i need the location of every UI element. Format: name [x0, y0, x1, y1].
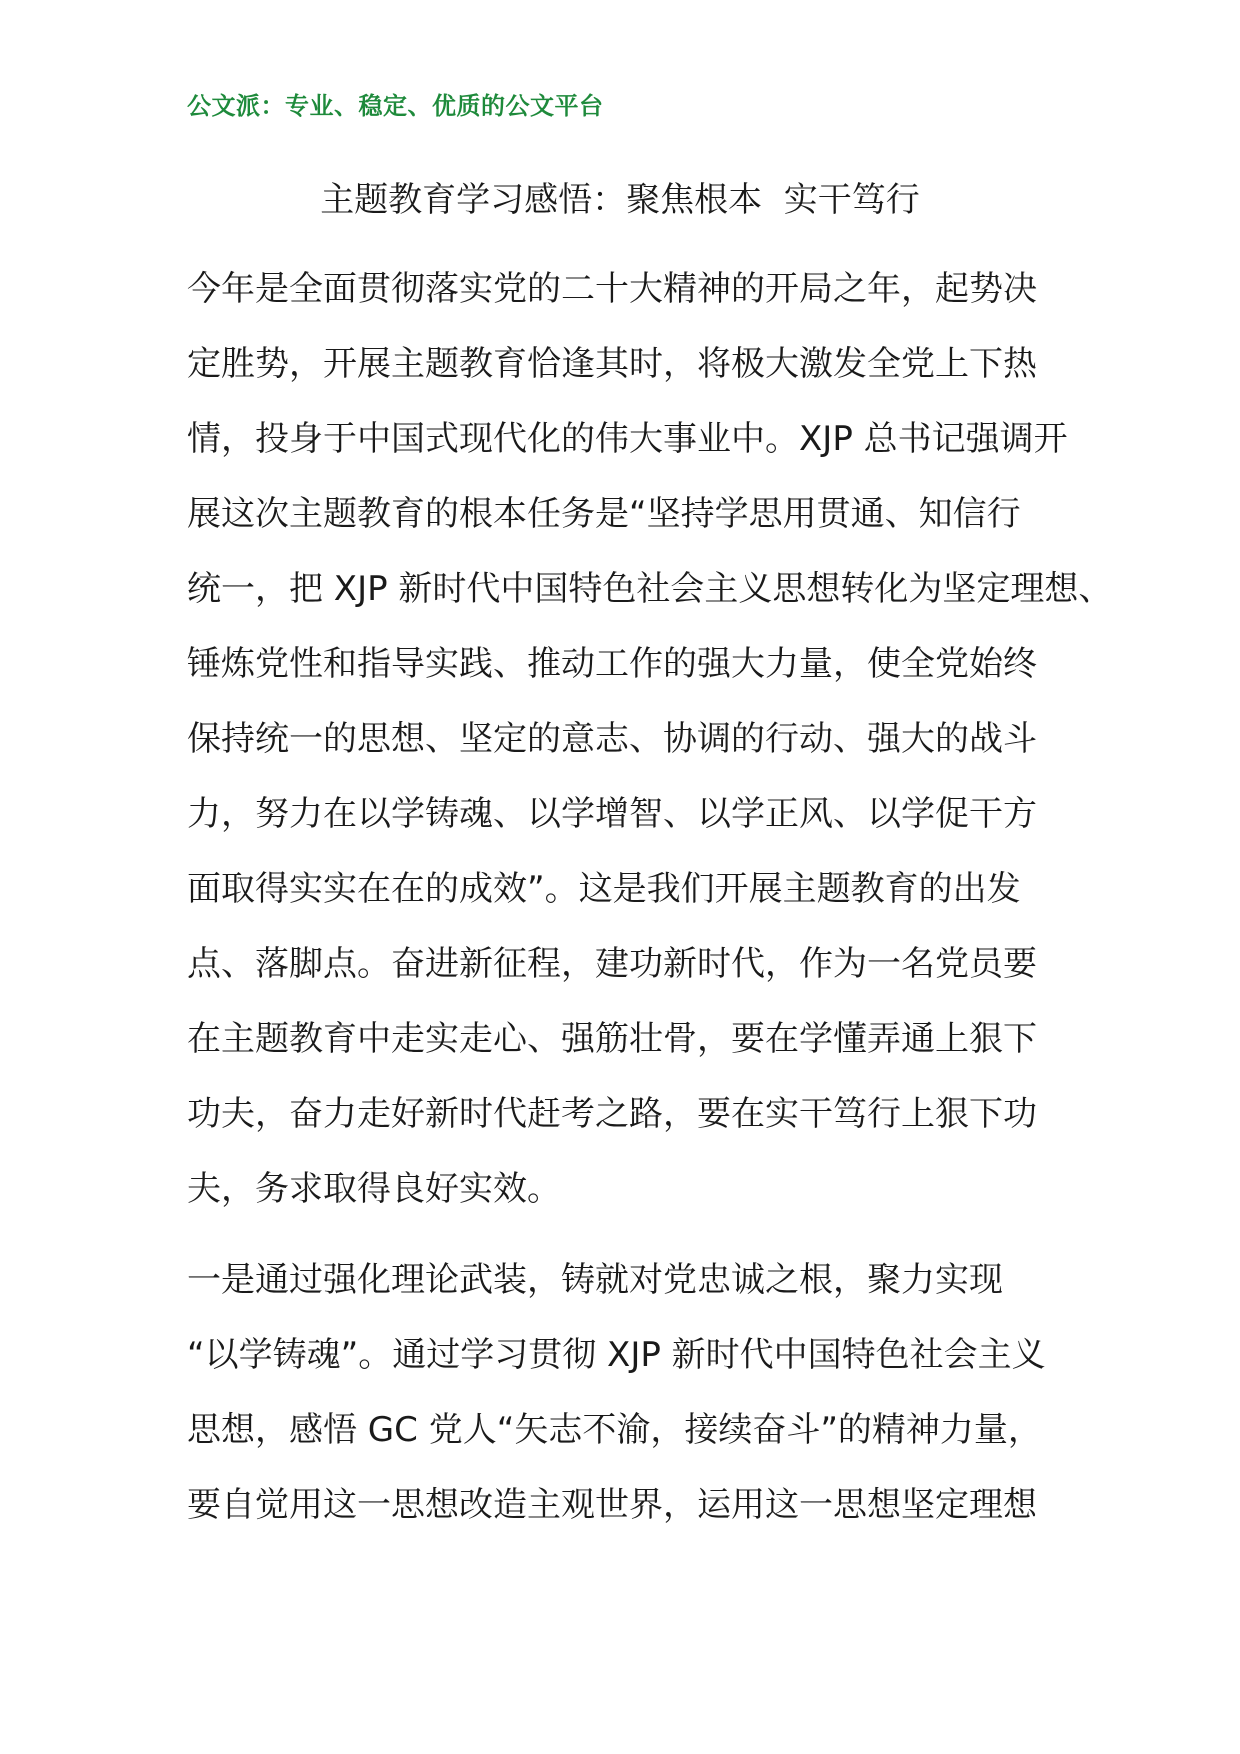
- paragraph-line: 力，努力在以学铸魂、以学增智、以学正风、以学促干方: [187, 794, 1037, 834]
- document-title: 主题教育学习感悟：聚焦根本 实干笃行: [320, 180, 920, 220]
- paragraph-1: [187, 252, 1113, 1227]
- paragraph-line: 面取得实实在在的成效”。这是我们开展主题教育的出发: [187, 869, 1021, 909]
- paragraph-line: 思想，感悟 GC 党人“矢志不渝，接续奋斗”的精神力量，: [187, 1410, 1042, 1450]
- paragraph-line: 今年是全面贯彻落实党的二十大精神的开局之年，起势决: [187, 269, 1037, 309]
- paragraph-line: “以学铸魂”。通过学习贯彻 XJP 新时代中国特色社会主义: [187, 1335, 1046, 1375]
- paragraph-line: 展这次主题教育的根本任务是“坚持学思用贯通、知信行: [187, 494, 1021, 534]
- paragraph-line: 夫，务求取得良好实效。: [187, 1169, 561, 1209]
- paragraph-line: 情，投身于中国式现代化的伟大事业中。XJP 总书记强调开: [187, 419, 1068, 459]
- paragraph-line: 统一，把 XJP 新时代中国特色社会主义思想转化为坚定理想、: [187, 569, 1113, 609]
- paragraph-line: 保持统一的思想、坚定的意志、协调的行动、强大的战斗: [187, 719, 1037, 759]
- paragraph-line: 一是通过强化理论武装，铸就对党忠诚之根，聚力实现: [187, 1260, 1003, 1300]
- paragraph-line: 在主题教育中走实走心、强筋壮骨，要在学懂弄通上狠下: [187, 1019, 1037, 1059]
- paragraph-2: [187, 1243, 1072, 1543]
- paragraph-line: 功夫，奋力走好新时代赶考之路，要在实干笃行上狠下功: [187, 1094, 1037, 1134]
- paragraph-line: 锤炼党性和指导实践、推动工作的强大力量，使全党始终: [187, 644, 1037, 684]
- paragraph-line: 定胜势，开展主题教育恰逢其时，将极大激发全党上下热: [187, 344, 1037, 384]
- paragraph-line: 点、落脚点。奋进新征程，建功新时代，作为一名党员要: [187, 944, 1037, 984]
- header-brand: 公文派：专业、稳定、优质的公文平台: [187, 92, 604, 120]
- paragraph-line: 要自觉用这一思想改造主观世界，运用这一思想坚定理想: [187, 1485, 1037, 1525]
